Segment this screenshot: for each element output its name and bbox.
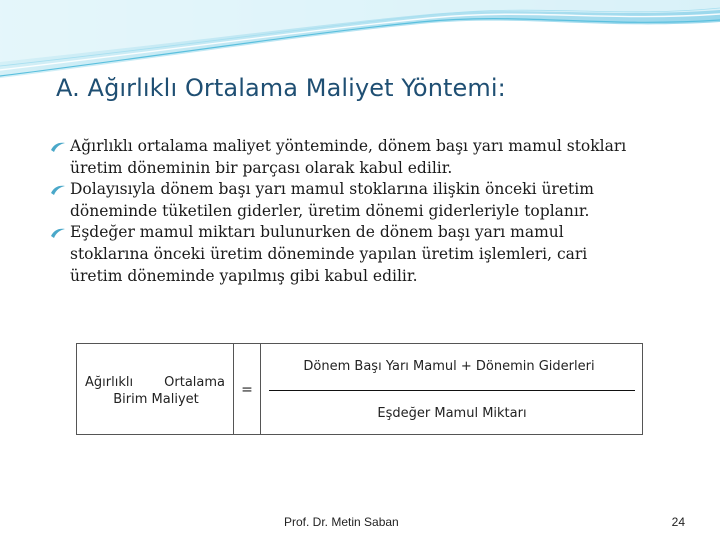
bullet-text-line: döneminde tüketilen giderler, üretim dönemi giderleriyle toplanır. (70, 201, 590, 220)
header-wave-decoration (0, 0, 720, 80)
bullet-text-line: Ağırlıklı ortalama maliyet yönteminde, dönem başı yarı mamul stokları (70, 137, 627, 155)
formula-denominator: Eşdeğer Mamul Miktarı (377, 406, 527, 421)
bullet-item (50, 136, 682, 179)
bullet-text-line: üretim döneminde yapılmış gibi kabul edilir. (70, 266, 418, 285)
formula-table (76, 343, 643, 435)
formula-left-line2: Birim Maliyet (113, 392, 199, 407)
formula-equals-sign: = (234, 343, 261, 435)
bullet-item (50, 222, 682, 287)
formula-fraction-cell (261, 343, 643, 435)
formula-left-word1: Ağırlıklı (85, 375, 134, 390)
formula-left-cell (76, 343, 234, 435)
bullet-text-line: Eşdeğer mamul miktarı bulunurken de dönem başı yarı mamul (70, 223, 564, 242)
formula-numerator: Dönem Başı Yarı Mamul + Dönemin Giderleri (303, 359, 595, 374)
slide-title: A. Ağırlıklı Ortalama Maliyet Yöntemi: (56, 74, 506, 102)
formula-left-word2: Ortalama (164, 375, 225, 390)
swoosh-bullet-icon (50, 141, 66, 153)
bullet-list (50, 136, 682, 287)
bullet-text-line: stoklarına önceki üretim döneminde yapılan üretim işlemleri, cari (70, 244, 588, 263)
bullet-item (50, 179, 682, 222)
page-number: 24 (671, 515, 685, 529)
swoosh-bullet-icon (50, 227, 66, 239)
bullet-text-line: Dolayısıyla dönem başı yarı mamul stoklarına ilişkin önceki üretim (70, 180, 594, 199)
bullet-text-line: üretim döneminin bir parçası olarak kabul edilir. (70, 158, 453, 177)
swoosh-bullet-icon (50, 184, 66, 196)
footer-author: Prof. Dr. Metin Saban (284, 515, 399, 529)
fraction-bar (269, 390, 635, 391)
